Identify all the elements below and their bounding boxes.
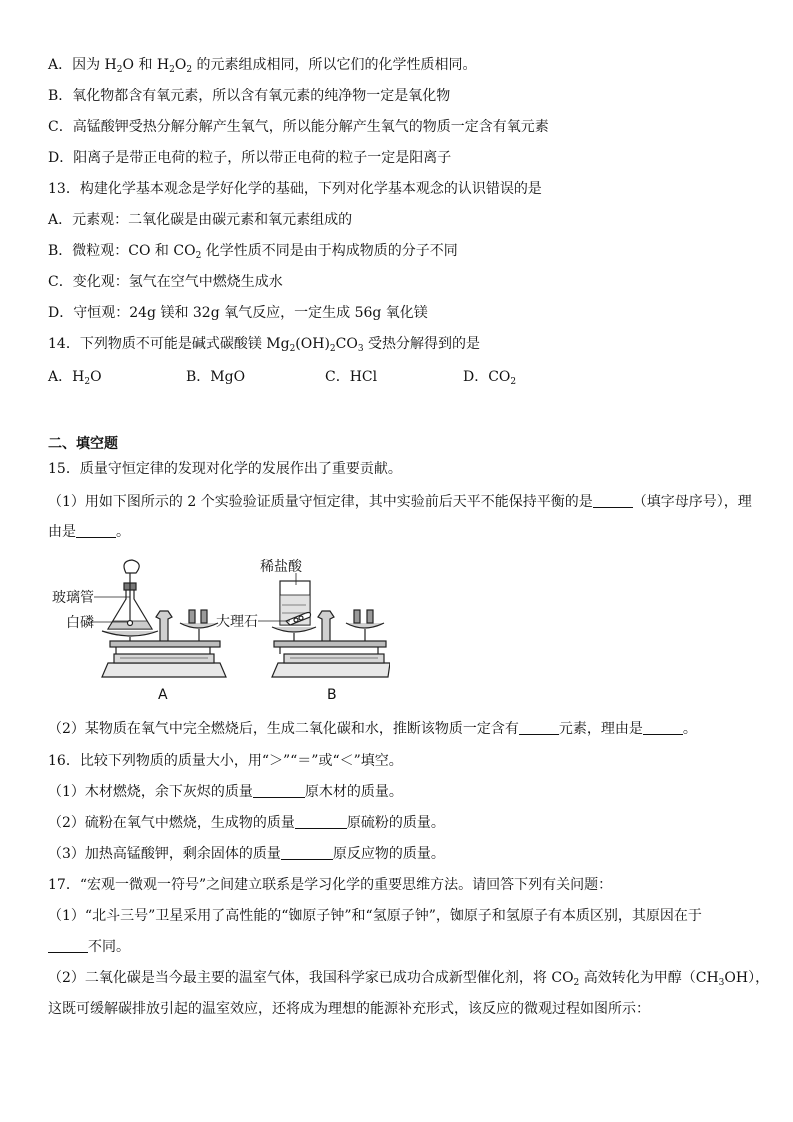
q16-part2: （2）硫粉在氧气中燃烧，生成物的质量 原硫粉的质量。	[48, 815, 445, 831]
q12-option-d: D．阳离子是带正电荷的粒子，所以带正电荷的粒子一定是阳离子	[48, 150, 452, 166]
balance-experiment-figure	[50, 555, 390, 709]
caption-b: B	[327, 687, 337, 703]
answer-blank[interactable]	[519, 721, 559, 735]
q14-stem: 14．下列物质不可能是碱式碳酸镁 $Mg_2(OH)_2CO_3$ 受热分解得到的是	[48, 336, 481, 354]
answer-blank[interactable]	[593, 494, 633, 508]
q16-stem: 16．比较下列物质的质量大小，用“＞”“＝”或“＜”填空。	[48, 753, 403, 769]
q12-option-c: C．高锰酸钾受热分解分解产生氧气，所以能分解产生氧气的物质一定含有氧元素	[48, 119, 549, 135]
q15-part2: （2）某物质在氧气中完全燃烧后，生成二氧化碳和水，推断该物质一定含有 元素，理由是 。	[48, 721, 697, 737]
answer-blank[interactable]	[76, 524, 116, 538]
answer-blank[interactable]	[643, 721, 683, 735]
section-heading: 二、填空题	[48, 436, 118, 452]
dilute-hcl-label: 稀盐酸	[260, 559, 302, 575]
q17-part1-line2: 不同。	[48, 938, 130, 956]
q13-option-c: C．变化观：氢气在空气中燃烧生成水	[48, 274, 283, 290]
q14-option-d: D．$CO_2$	[463, 369, 517, 387]
caption-a: A	[158, 687, 168, 703]
q14-option-c: C．HCl	[325, 369, 378, 385]
q12-option-b: B．氧化物都含有氧元素，所以含有氧元素的纯净物一定是氧化物	[48, 88, 451, 104]
q17-part2-line2: 这既可缓解碳排放引起的温室效应，还将成为理想的能源补充形式，该反应的微观过程如图所示：	[48, 1001, 650, 1017]
q15-stem: 15．质量守恒定律的发现对化学的发展作出了重要贡献。	[48, 461, 402, 477]
q12-option-a: A．因为 $H_2O$ 和 $H_2O_2$ 的元素组成相同，所以它们的化学性质相同。	[48, 57, 477, 75]
q17-part2-line1: （2）二氧化碳是当今最主要的温室气体，我国科学家已成功合成新型催化剂，将 $CO_2$ 高效转化为甲醇$(CH_3OH)$，	[48, 970, 770, 988]
answer-blank[interactable]	[281, 846, 333, 860]
marble-label: 大理石	[216, 614, 258, 630]
q17-part1-line1: （1）“北斗三号”卫星采用了高性能的“铷原子钟”和“氢原子钟”，铷原子和氢原子有本质区别，其原因在于	[48, 908, 702, 924]
q13-option-b: B．微粒观：CO 和 $CO_2$ 化学性质不同是由于构成物质的分子不同	[48, 243, 458, 261]
q13-option-a: A．元素观：二氧化碳是由碳元素和氧元素组成的	[48, 212, 353, 228]
answer-blank[interactable]	[48, 939, 88, 953]
q15-part1-line2: 由是 。	[48, 524, 130, 540]
answer-blank[interactable]	[253, 784, 305, 798]
q14-option-b: B．MgO	[186, 369, 246, 385]
q17-stem: 17．“宏观一微观一符号”之间建立联系是学习化学的重要思维方法。请回答下列有关问题：	[48, 877, 613, 893]
q15-part1-line1: （1）用如下图所示的 2 个实验验证质量守恒定律，其中实验前后天平不能保持平衡的是 （填字母序号），理	[48, 494, 752, 510]
q14-option-a: A．$H_2O$	[48, 369, 102, 387]
q16-part3: （3）加热高锰酸钾，剩余固体的质量 原反应物的质量。	[48, 846, 445, 862]
answer-blank[interactable]	[295, 815, 347, 829]
glass-tube-label: 玻璃管	[52, 590, 94, 606]
balance-a	[102, 560, 226, 677]
white-phosphorus-label: 白磷	[66, 615, 94, 631]
q13-option-d: D．守恒观：24g 镁和 32g 氧气反应，一定生成 56g 氧化镁	[48, 305, 428, 321]
q13-stem: 13．构建化学基本观念是学好化学的基础，下列对化学基本观念的认识错误的是	[48, 181, 542, 197]
balance-b	[272, 581, 390, 677]
q16-part1: （1）木材燃烧，余下灰烬的质量 原木材的质量。	[48, 784, 403, 800]
